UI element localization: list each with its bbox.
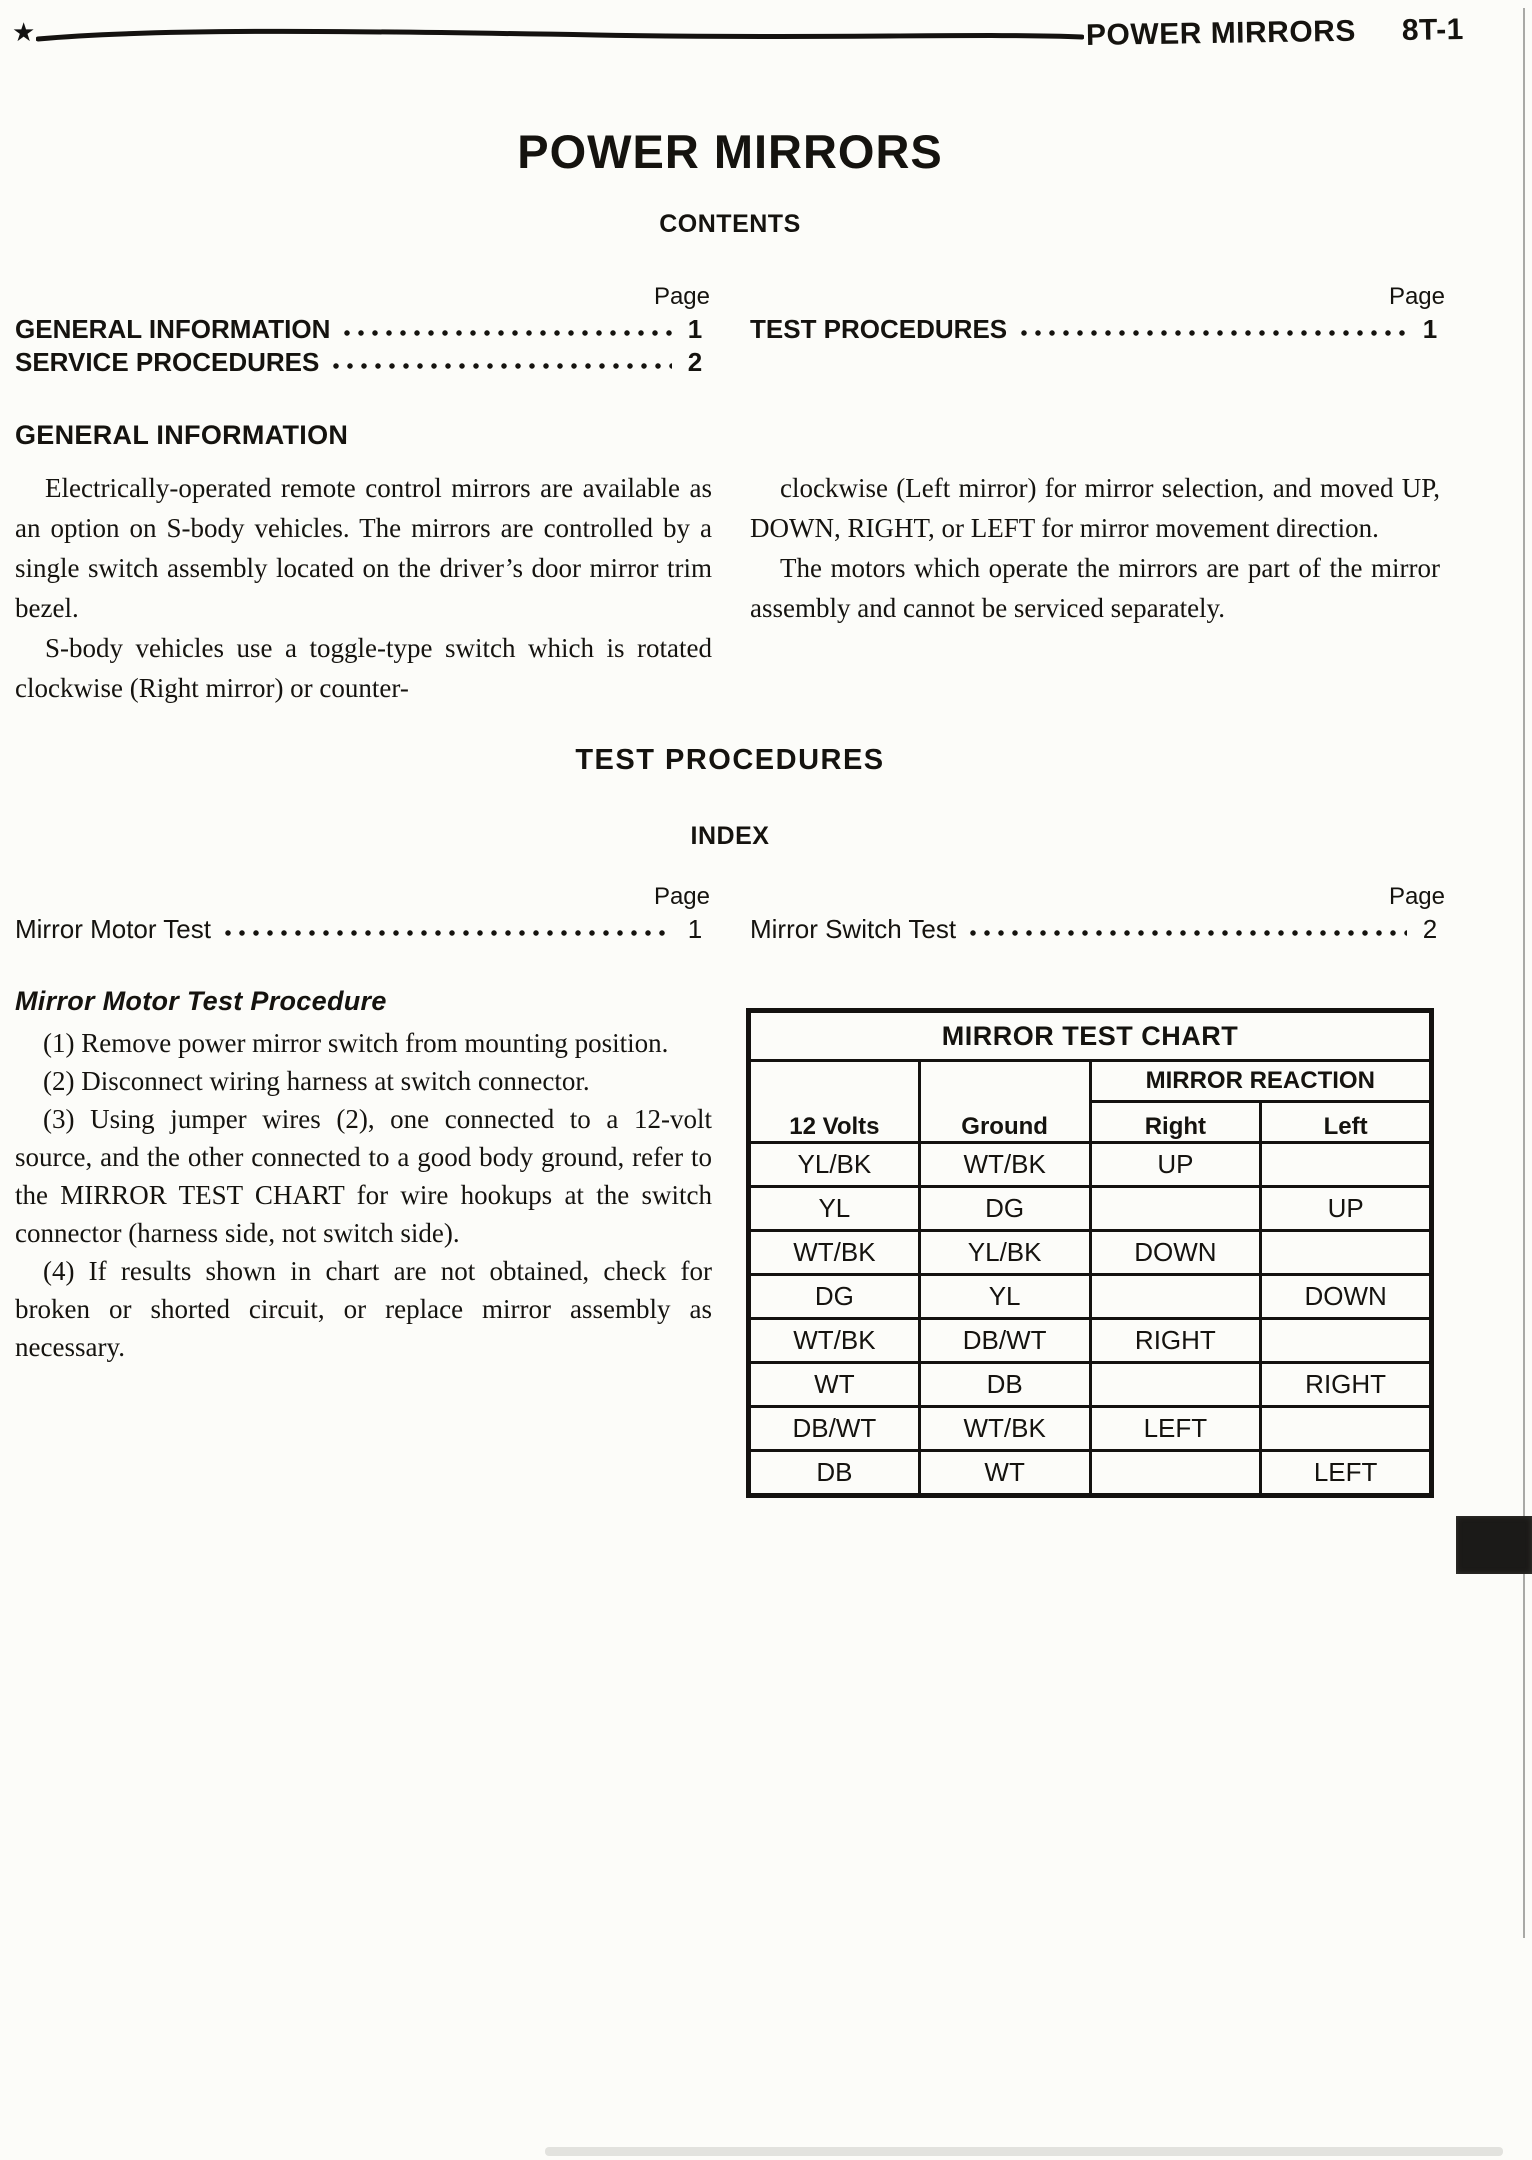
chart-cell-left	[1261, 1231, 1432, 1275]
chart-cell-right: RIGHT	[1090, 1319, 1261, 1363]
page-code: 8T-1	[1401, 13, 1465, 48]
contents-entry	[15, 313, 712, 346]
chart-cell-right	[1090, 1187, 1261, 1231]
chart-cell-ground: DB	[919, 1363, 1090, 1407]
chart-row	[749, 1187, 1432, 1231]
contents-heading: CONTENTS	[659, 210, 801, 238]
chart-cell-12volts: DB/WT	[749, 1407, 920, 1451]
index-right-column	[750, 883, 1447, 946]
chart-cell-left	[1261, 1143, 1432, 1187]
contents-right-column	[750, 283, 1447, 346]
chart-cell-left: DOWN	[1261, 1275, 1432, 1319]
index-entry-page: 2	[1422, 914, 1438, 944]
body-paragraph: S-body vehicles use a toggle-type switch which is rotated clockwise (Right mirror) or counter-	[15, 633, 712, 703]
chart-cell-12volts: WT	[749, 1363, 920, 1407]
contents-entry-page: 1	[1422, 314, 1438, 344]
page-column-label: Page	[1388, 883, 1445, 910]
chart-cell-12volts: DB	[749, 1451, 920, 1496]
chart-cell-12volts: YL	[749, 1187, 920, 1231]
chart-cell-ground: DG	[919, 1187, 1090, 1231]
chart-cell-12volts: WT/BK	[749, 1319, 920, 1363]
contents-left-column	[15, 283, 712, 379]
procedure-step: (2) Disconnect wiring harness at switch connector.	[43, 1066, 590, 1096]
contents-entry	[750, 313, 1447, 346]
mirror-motor-test-steps	[15, 1024, 712, 1366]
body-paragraph: The motors which operate the mirrors are part of the mirror assembly and cannot be serviced separately.	[750, 553, 1440, 623]
page-column-label: Page	[653, 283, 710, 310]
dot-leader	[344, 327, 672, 339]
dot-leader	[1021, 327, 1407, 339]
page-column-label: Page	[1388, 283, 1445, 310]
chart-row	[749, 1143, 1432, 1187]
mirror-test-chart	[746, 1008, 1434, 1498]
chart-cell-ground: WT/BK	[919, 1407, 1090, 1451]
chart-col-left: Left	[1261, 1102, 1432, 1143]
index-left-column	[15, 883, 712, 946]
chart-row	[749, 1451, 1432, 1496]
dot-leader	[225, 927, 672, 939]
contents-entry-label: SERVICE PROCEDURES	[15, 347, 320, 377]
chart-cell-left: RIGHT	[1261, 1363, 1432, 1407]
contents-entry-page: 1	[687, 314, 703, 344]
chart-col-right: Right	[1090, 1102, 1261, 1143]
chart-cell-12volts: DG	[749, 1275, 920, 1319]
procedure-step: (3) Using jumper wires (2), one connected to a 12-volt source, and the other connected to a good body ground, refer to the MIRROR TEST CHART for wire hookups at the switch connector (harness side, not switch side).	[15, 1104, 712, 1248]
chart-cell-right: UP	[1090, 1143, 1261, 1187]
chart-cell-ground: YL	[919, 1275, 1090, 1319]
index-heading: INDEX	[690, 822, 770, 850]
dot-leader	[970, 927, 1407, 939]
chart-cell-left: LEFT	[1261, 1451, 1432, 1496]
chart-cell-12volts: WT/BK	[749, 1231, 920, 1275]
contents-entry-label: GENERAL INFORMATION	[15, 314, 331, 344]
chart-cell-ground: WT/BK	[919, 1143, 1090, 1187]
index-entry-label: Mirror Motor Test	[15, 914, 211, 944]
contents-entry-page: 2	[687, 347, 703, 377]
page-edge-line	[1523, 8, 1525, 1938]
chart-title: MIRROR TEST CHART	[749, 1011, 1432, 1061]
chart-col-ground: Ground	[919, 1061, 1090, 1143]
test-procedures-heading: TEST PROCEDURES	[575, 744, 885, 776]
chart-cell-right: DOWN	[1090, 1231, 1261, 1275]
chart-cell-right	[1090, 1363, 1261, 1407]
index-entry	[15, 913, 712, 946]
chart-cell-12volts: YL/BK	[749, 1143, 920, 1187]
chart-cell-ground: YL/BK	[919, 1231, 1090, 1275]
procedure-step: (1) Remove power mirror switch from mounting position.	[43, 1028, 669, 1058]
chart-col-12volts: 12 Volts	[749, 1061, 920, 1143]
body-paragraph: Electrically-operated remote control mirrors are available as an option on S-body vehicles. The mirrors are controlled by a single switch assembly located on the driver’s door mirror trim bezel.	[15, 473, 712, 623]
page-title: POWER MIRRORS	[517, 125, 943, 178]
chart-cell-left	[1261, 1319, 1432, 1363]
chart-row	[749, 1231, 1432, 1275]
contents-entry-label: TEST PROCEDURES	[750, 314, 1008, 344]
page-bottom-shadow	[545, 2147, 1503, 2156]
running-header-title: POWER MIRRORS	[1085, 14, 1357, 52]
chart-cell-left	[1261, 1407, 1432, 1451]
index-entry-label: Mirror Switch Test	[750, 914, 957, 944]
chart-row	[749, 1275, 1432, 1319]
index-entry	[750, 913, 1447, 946]
index-entry-page: 1	[687, 914, 703, 944]
chart-cell-right	[1090, 1275, 1261, 1319]
chart-row	[749, 1363, 1432, 1407]
thumb-index-tab	[1456, 1516, 1532, 1574]
general-info-left-column	[15, 468, 712, 708]
running-header	[1086, 13, 1464, 53]
general-info-right-column	[750, 468, 1440, 628]
chart-cell-right	[1090, 1451, 1261, 1496]
chart-cell-ground: DB/WT	[919, 1319, 1090, 1363]
header-rule-line	[36, 22, 1084, 50]
page-column-label: Page	[653, 883, 710, 910]
chart-cell-left: UP	[1261, 1187, 1432, 1231]
star-icon: ★	[12, 18, 36, 47]
chart-reaction-header: MIRROR REACTION	[1090, 1061, 1432, 1102]
chart-row	[749, 1319, 1432, 1363]
dot-leader	[333, 360, 672, 372]
chart-row	[749, 1407, 1432, 1451]
general-information-heading: GENERAL INFORMATION	[15, 420, 349, 450]
mirror-motor-test-heading: Mirror Motor Test Procedure	[15, 986, 387, 1016]
contents-entry	[15, 346, 712, 379]
procedure-step: (4) If results shown in chart are not obtained, check for broken or shorted circuit, or replace mirror assembly as necessary.	[15, 1256, 712, 1362]
body-paragraph: clockwise (Left mirror) for mirror selection, and moved UP, DOWN, RIGHT, or LEFT for mirror movement direction.	[750, 473, 1440, 543]
chart-cell-right: LEFT	[1090, 1407, 1261, 1451]
chart-cell-ground: WT	[919, 1451, 1090, 1496]
